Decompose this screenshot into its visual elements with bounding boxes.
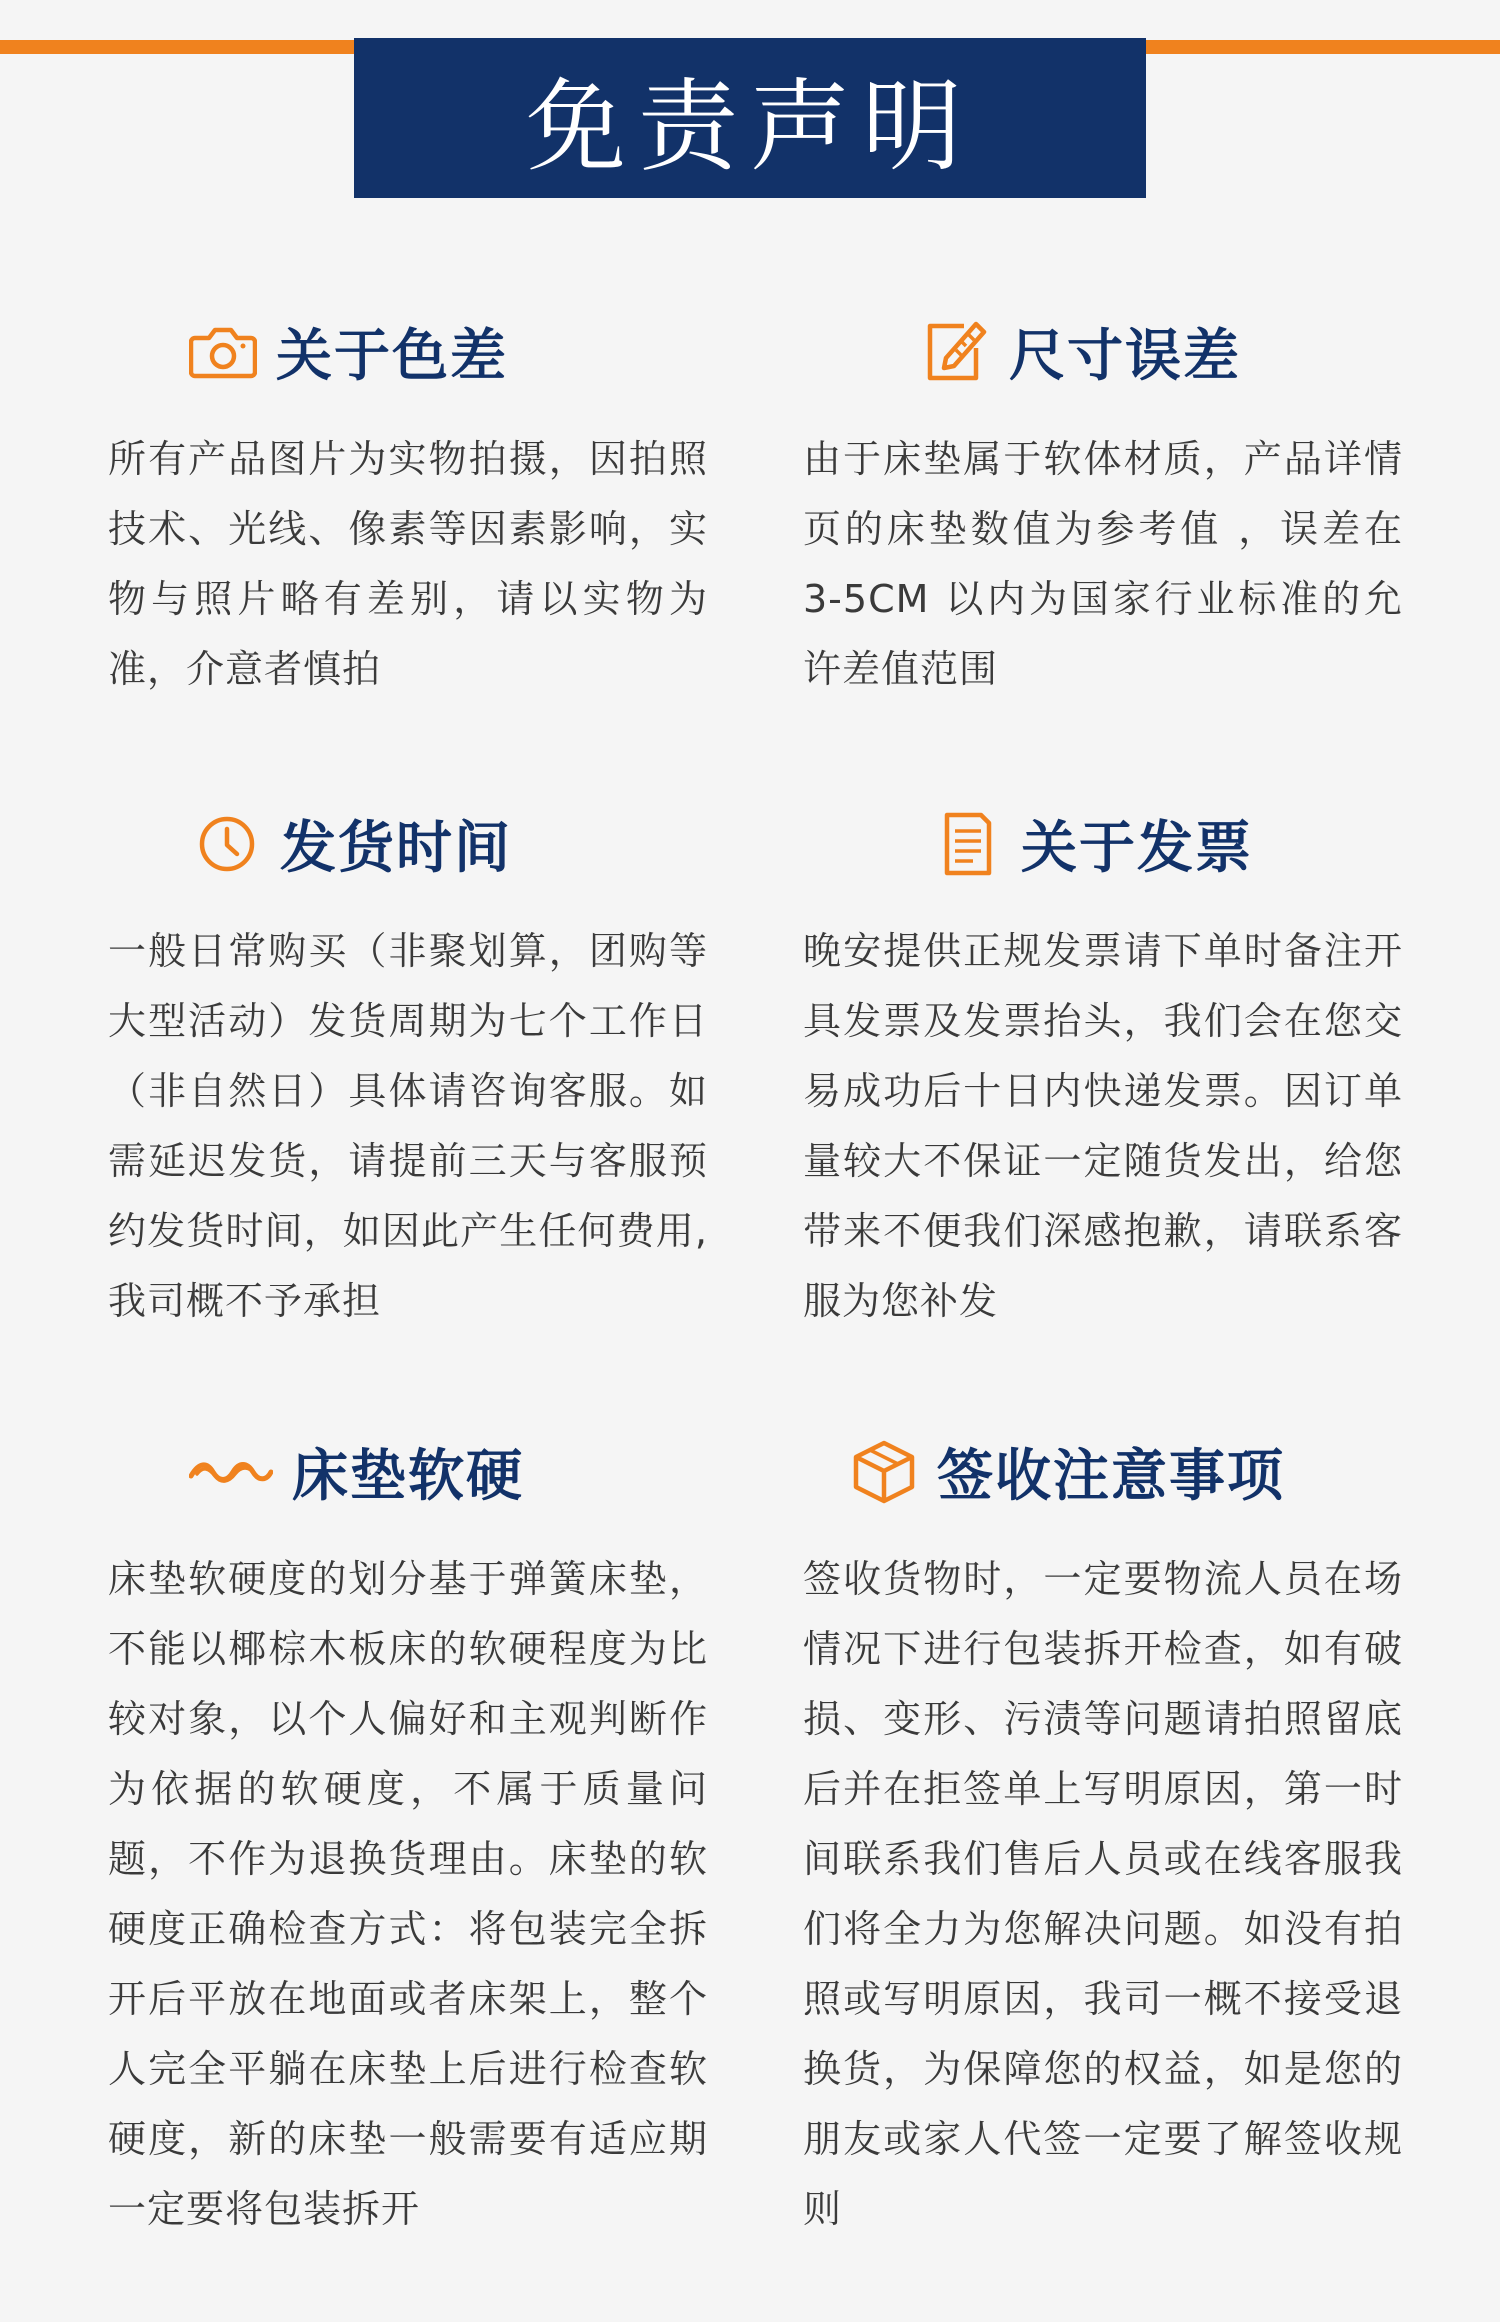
section-body: 签收货物时，一定要物流人员在场情况下进行包装拆开检查，如有破损、变形、污渍等问题请拍照留底后并在拒签单上写明原因，第一时间联系我们售后人员或在线客服我们将全力为您解决问题。如没有拍照或写明原因，我司一概不接受退换货，为保障您的权益，如是您的朋友或家人代签一定要了解签收规则 <box>803 1557 1403 2231</box>
section-size-error <box>803 312 1403 712</box>
section-title: 发货时间 <box>280 816 512 881</box>
section-header <box>933 804 1253 884</box>
section-invoice <box>803 804 1403 1364</box>
section-header <box>188 1432 524 1512</box>
section-title: 尺寸误差 <box>1009 324 1241 389</box>
section-header <box>921 312 1241 392</box>
section-title: 关于色差 <box>276 324 508 389</box>
section-title: 关于发票 <box>1021 816 1253 881</box>
section-body: 由于床垫属于软体材质，产品详情页的床垫数值为参考值 ，误差在 3-5CM 以内为国家行业标准的允许差值范围 <box>803 437 1403 691</box>
spring-icon <box>188 1437 274 1507</box>
section-header <box>849 1432 1285 1512</box>
section-title: 签收注意事项 <box>937 1444 1285 1509</box>
section-header <box>188 312 508 392</box>
package-box-icon <box>849 1437 919 1507</box>
camera-icon <box>188 317 258 387</box>
section-body: 晚安提供正规发票请下单时备注开具发票及发票抬头，我们会在您交易成功后十日内快递发票。因订单量较大不保证一定随货发出，给您带来不便我们深感抱歉，请联系客服为您补发 <box>803 929 1403 1323</box>
section-title: 床垫软硬 <box>292 1444 524 1509</box>
section-body: 所有产品图片为实物拍摄，因拍照技术、光线、像素等因素影响，实物与照片略有差别，请以实物为准，介意者慎拍 <box>108 437 708 691</box>
page-title: 免责声明 <box>526 68 974 185</box>
section-body: 一般日常购买（非聚划算，团购等大型活动）发货周期为七个工作日（非自然日）具体请咨询客服。如需延迟发货，请提前三天与客服预约发货时间，如因此产生任何费用,我司概不予承担 <box>108 929 708 1323</box>
edit-ruler-icon <box>921 317 991 387</box>
section-signing-notes <box>803 1432 1403 2252</box>
clock-icon <box>192 809 262 879</box>
section-body: 床垫软硬度的划分基于弹簧床垫，不能以椰棕木板床的软硬程度为比较对象，以个人偏好和主观判断作为依据的软硬度，不属于质量问题，不作为退换货理由。床垫的软硬度正确检查方式：将包装完全拆开后平放在地面或者床架上，整个人完全平躺在床垫上后进行检查软硬度，新的床垫一般需要有适应期一定要将包装拆开 <box>108 1557 708 2231</box>
page-title-banner <box>354 38 1146 198</box>
invoice-icon <box>933 809 1003 879</box>
section-mattress-firmness <box>108 1432 708 2252</box>
section-color-difference <box>108 312 708 712</box>
section-header <box>192 804 512 884</box>
section-delivery-time <box>108 804 708 1364</box>
